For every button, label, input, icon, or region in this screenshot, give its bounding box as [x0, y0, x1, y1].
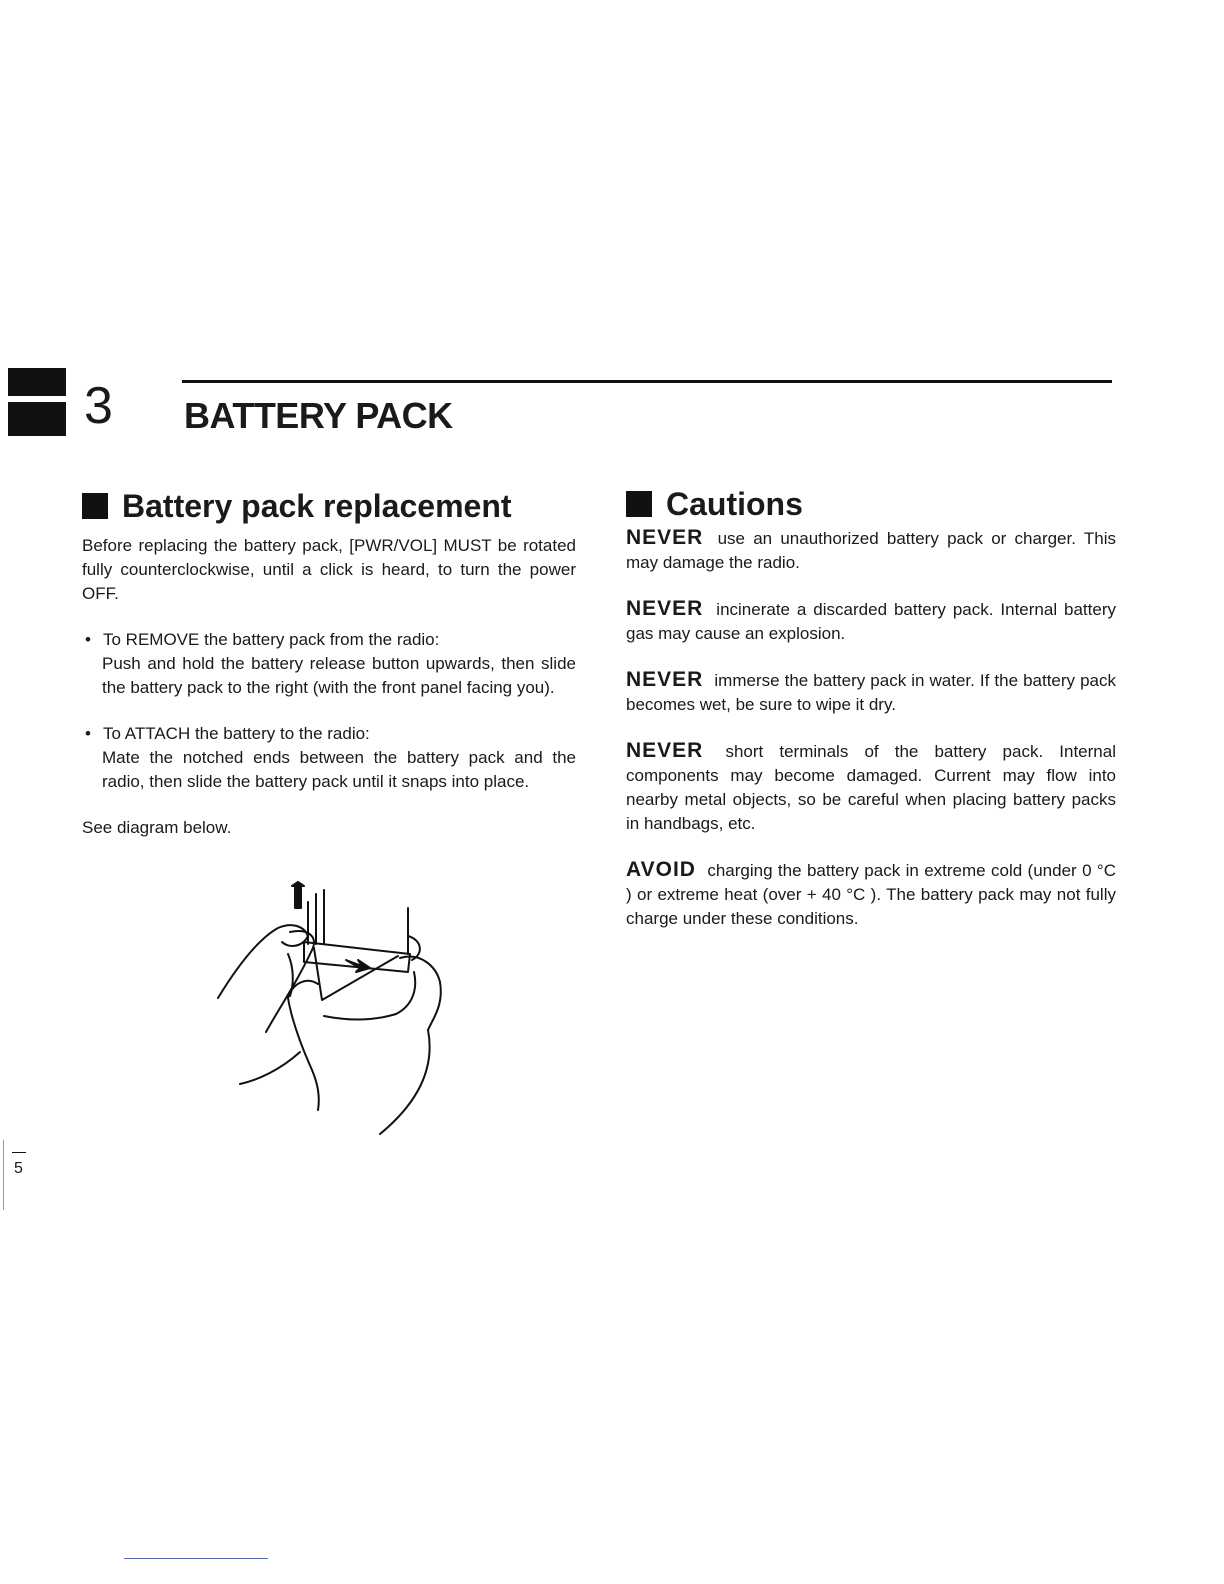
see-diagram-text: See diagram below.	[82, 818, 232, 837]
caution-item	[626, 858, 1116, 931]
chapter-tab-top	[8, 368, 66, 396]
caution-text: immerse the battery pack in water. If the battery pack becomes wet, be sure to wipe it dry.	[626, 671, 1116, 714]
caution-item	[626, 597, 1116, 646]
chapter-rule	[182, 380, 1112, 383]
page-number: 5	[14, 1160, 23, 1177]
caution-item	[626, 526, 1116, 575]
chapter-title: BATTERY PACK	[184, 395, 453, 436]
caution-item	[626, 739, 1116, 836]
caution-keyword: AVOID	[626, 858, 696, 881]
filled-square-icon	[82, 493, 108, 519]
bullet-attach	[82, 722, 576, 794]
caution-keyword: NEVER	[626, 668, 704, 691]
page-number-rule	[12, 1152, 26, 1153]
section-heading-cautions	[626, 488, 803, 520]
bullet-remove-body: Push and hold the battery release button upwards, then slide the battery pack to the right (with the front panel facing you).	[102, 654, 576, 697]
section-heading-replacement	[82, 490, 512, 522]
caution-keyword: NEVER	[626, 739, 704, 762]
replacement-column	[82, 534, 576, 862]
caution-text: short terminals of the battery pack. Internal components may become damaged. Current may flow into nearby metal objects, so be careful when placing battery packs in handbags, etc.	[626, 742, 1116, 833]
bullet-remove-head: To REMOVE the battery pack from the radio:	[103, 630, 440, 649]
caution-text: use an unauthorized battery pack or charger. This may damage the radio.	[626, 529, 1116, 572]
caution-text: incinerate a discarded battery pack. Internal battery gas may cause an explosion.	[626, 600, 1116, 643]
margin-line	[3, 1140, 4, 1210]
bottom-link-rule	[124, 1558, 268, 1559]
section-heading-replacement-label: Battery pack replacement	[122, 488, 512, 524]
intro-paragraph: Before replacing the battery pack, [PWR/VOL] MUST be rotated fully counterclockwise, until a click is heard, to turn the power OFF.	[82, 536, 576, 603]
cautions-column	[626, 526, 1116, 953]
caution-keyword: NEVER	[626, 597, 704, 620]
bullet-attach-body: Mate the notched ends between the battery pack and the radio, then slide the battery pack until it snaps into place.	[102, 748, 576, 791]
chapter-number: 3	[84, 377, 113, 435]
hands-battery-diagram	[200, 872, 460, 1142]
caution-text: charging the battery pack in extreme cold (under 0 °C ) or extreme heat (over + 40 °C ). The battery pack may not fully charge under these conditions.	[626, 861, 1116, 928]
bullet-attach-head: To ATTACH the battery to the radio:	[103, 724, 370, 743]
filled-square-icon	[626, 491, 652, 517]
section-heading-cautions-label: Cautions	[666, 486, 803, 522]
bullet-icon: •	[85, 630, 91, 649]
bullet-icon: •	[85, 724, 91, 743]
bullet-remove	[82, 628, 576, 700]
caution-item	[626, 668, 1116, 717]
chapter-tab-bottom	[8, 402, 66, 436]
caution-keyword: NEVER	[626, 526, 704, 549]
